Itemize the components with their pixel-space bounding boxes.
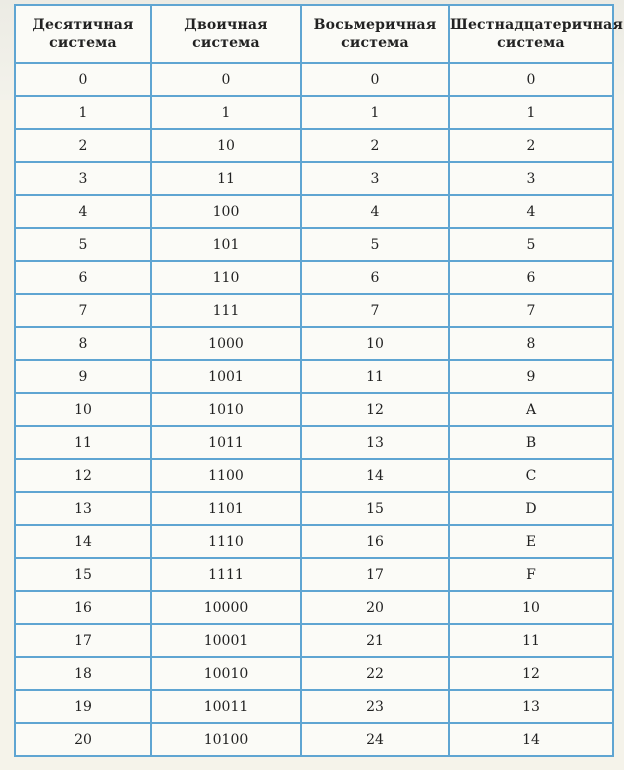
header-octal: Восьмеричная система xyxy=(301,5,449,63)
cell-octal: 11 xyxy=(301,360,449,393)
cell-decimal: 4 xyxy=(15,195,151,228)
cell-octal: 23 xyxy=(301,690,449,723)
cell-binary: 101 xyxy=(151,228,301,261)
cell-decimal: 3 xyxy=(15,162,151,195)
cell-octal: 16 xyxy=(301,525,449,558)
cell-binary: 1011 xyxy=(151,426,301,459)
cell-octal: 22 xyxy=(301,657,449,690)
table-row xyxy=(15,96,613,129)
cell-binary: 1100 xyxy=(151,459,301,492)
cell-binary: 1010 xyxy=(151,393,301,426)
cell-binary: 10011 xyxy=(151,690,301,723)
cell-binary: 10 xyxy=(151,129,301,162)
cell-octal: 7 xyxy=(301,294,449,327)
cell-decimal: 18 xyxy=(15,657,151,690)
table-body xyxy=(15,63,613,756)
cell-binary: 1111 xyxy=(151,558,301,591)
cell-hexadecimal: C xyxy=(449,459,613,492)
cell-octal: 5 xyxy=(301,228,449,261)
cell-decimal: 15 xyxy=(15,558,151,591)
cell-decimal: 20 xyxy=(15,723,151,756)
cell-octal: 3 xyxy=(301,162,449,195)
cell-octal: 0 xyxy=(301,63,449,96)
cell-octal: 21 xyxy=(301,624,449,657)
cell-binary: 0 xyxy=(151,63,301,96)
table-row xyxy=(15,723,613,756)
cell-octal: 14 xyxy=(301,459,449,492)
table-row xyxy=(15,690,613,723)
cell-hexadecimal: 12 xyxy=(449,657,613,690)
cell-hexadecimal: A xyxy=(449,393,613,426)
cell-decimal: 16 xyxy=(15,591,151,624)
table-row xyxy=(15,261,613,294)
header-row xyxy=(15,5,613,63)
cell-hexadecimal: B xyxy=(449,426,613,459)
cell-hexadecimal: 10 xyxy=(449,591,613,624)
cell-octal: 15 xyxy=(301,492,449,525)
cell-decimal: 12 xyxy=(15,459,151,492)
cell-binary: 111 xyxy=(151,294,301,327)
cell-octal: 1 xyxy=(301,96,449,129)
cell-octal: 13 xyxy=(301,426,449,459)
cell-decimal: 14 xyxy=(15,525,151,558)
cell-binary: 10001 xyxy=(151,624,301,657)
cell-octal: 12 xyxy=(301,393,449,426)
cell-binary: 1000 xyxy=(151,327,301,360)
cell-decimal: 8 xyxy=(15,327,151,360)
cell-binary: 10010 xyxy=(151,657,301,690)
cell-decimal: 11 xyxy=(15,426,151,459)
cell-hexadecimal: 5 xyxy=(449,228,613,261)
header-hexadecimal: Шестнадцатеричная система xyxy=(449,5,613,63)
table-row xyxy=(15,294,613,327)
cell-decimal: 2 xyxy=(15,129,151,162)
header-binary: Двоичная система xyxy=(151,5,301,63)
cell-octal: 17 xyxy=(301,558,449,591)
cell-hexadecimal: 6 xyxy=(449,261,613,294)
cell-hexadecimal: 1 xyxy=(449,96,613,129)
cell-octal: 4 xyxy=(301,195,449,228)
table-row xyxy=(15,228,613,261)
table-row xyxy=(15,624,613,657)
cell-hexadecimal: 2 xyxy=(449,129,613,162)
cell-octal: 24 xyxy=(301,723,449,756)
cell-binary: 110 xyxy=(151,261,301,294)
cell-decimal: 7 xyxy=(15,294,151,327)
table-row xyxy=(15,525,613,558)
table-row xyxy=(15,459,613,492)
cell-binary: 1101 xyxy=(151,492,301,525)
cell-hexadecimal: 9 xyxy=(449,360,613,393)
cell-hexadecimal: 4 xyxy=(449,195,613,228)
cell-decimal: 17 xyxy=(15,624,151,657)
cell-hexadecimal: F xyxy=(449,558,613,591)
cell-decimal: 0 xyxy=(15,63,151,96)
cell-binary: 1 xyxy=(151,96,301,129)
cell-octal: 2 xyxy=(301,129,449,162)
cell-hexadecimal: 11 xyxy=(449,624,613,657)
number-systems-table xyxy=(14,4,623,757)
table-row xyxy=(15,426,613,459)
cell-binary: 10100 xyxy=(151,723,301,756)
cell-binary: 10000 xyxy=(151,591,301,624)
cell-binary: 1001 xyxy=(151,360,301,393)
cell-decimal: 6 xyxy=(15,261,151,294)
cell-octal: 6 xyxy=(301,261,449,294)
header-decimal: Десятичная система xyxy=(15,5,151,63)
cell-hexadecimal: 0 xyxy=(449,63,613,96)
table-row xyxy=(15,360,613,393)
cell-decimal: 10 xyxy=(15,393,151,426)
table-row xyxy=(15,63,613,96)
cell-octal: 10 xyxy=(301,327,449,360)
table-row xyxy=(15,492,613,525)
cell-hexadecimal: 8 xyxy=(449,327,613,360)
cell-decimal: 9 xyxy=(15,360,151,393)
cell-decimal: 1 xyxy=(15,96,151,129)
table-row xyxy=(15,129,613,162)
cell-hexadecimal: D xyxy=(449,492,613,525)
table-row xyxy=(15,162,613,195)
cell-hexadecimal: E xyxy=(449,525,613,558)
cell-binary: 1110 xyxy=(151,525,301,558)
cell-decimal: 13 xyxy=(15,492,151,525)
table-row xyxy=(15,195,613,228)
cell-octal: 20 xyxy=(301,591,449,624)
table-row xyxy=(15,657,613,690)
table-row xyxy=(15,327,613,360)
cell-hexadecimal: 7 xyxy=(449,294,613,327)
cell-hexadecimal: 3 xyxy=(449,162,613,195)
cell-hexadecimal: 13 xyxy=(449,690,613,723)
cell-binary: 11 xyxy=(151,162,301,195)
table-row xyxy=(15,558,613,591)
table-row xyxy=(15,393,613,426)
cell-decimal: 19 xyxy=(15,690,151,723)
cell-binary: 100 xyxy=(151,195,301,228)
table-row xyxy=(15,591,613,624)
cell-hexadecimal: 14 xyxy=(449,723,613,756)
cell-decimal: 5 xyxy=(15,228,151,261)
